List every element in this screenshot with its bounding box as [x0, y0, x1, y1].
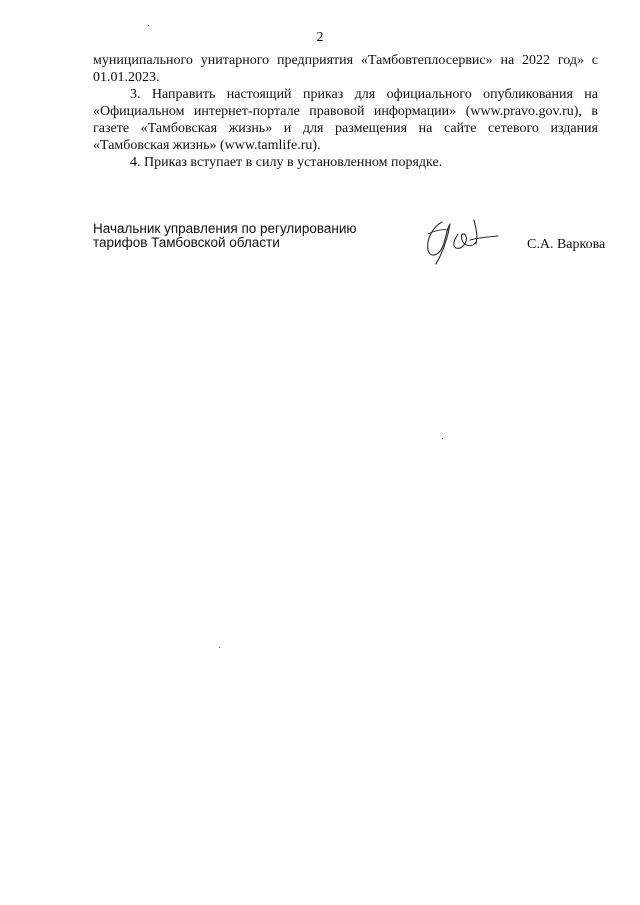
signatory-name: С.А. Варкова [527, 237, 606, 252]
signatory-position [93, 222, 393, 250]
paragraph-item-4: 4. Приказ вступает в силу в установленном порядке. [130, 155, 443, 170]
scan-speck [219, 647, 220, 648]
document-body [93, 52, 598, 171]
scan-speck [148, 25, 149, 26]
paragraph-continuation: муниципального унитарного предприятия «Тамбовтеплосервис» на 2022 год» с 01.01.2023. [93, 53, 598, 85]
handwritten-signature [420, 212, 502, 268]
signatory-position-line-2: тарифов Тамбовской области [93, 235, 280, 250]
paragraph-item-3: 3. Направить настоящий приказ для официального опубликования на «Официальном интернет-портале правовой информации» (www.pravo.gov.ru), в газете «Тамбовская жизнь» и для размещения на сайте сетевого издания «Тамбовская жизнь» (www.tamlife.ru). [93, 87, 598, 153]
signatory-position-line-1: Начальник управления по регулированию [93, 221, 357, 236]
scan-speck [442, 438, 443, 439]
page-number: 2 [316, 30, 324, 45]
